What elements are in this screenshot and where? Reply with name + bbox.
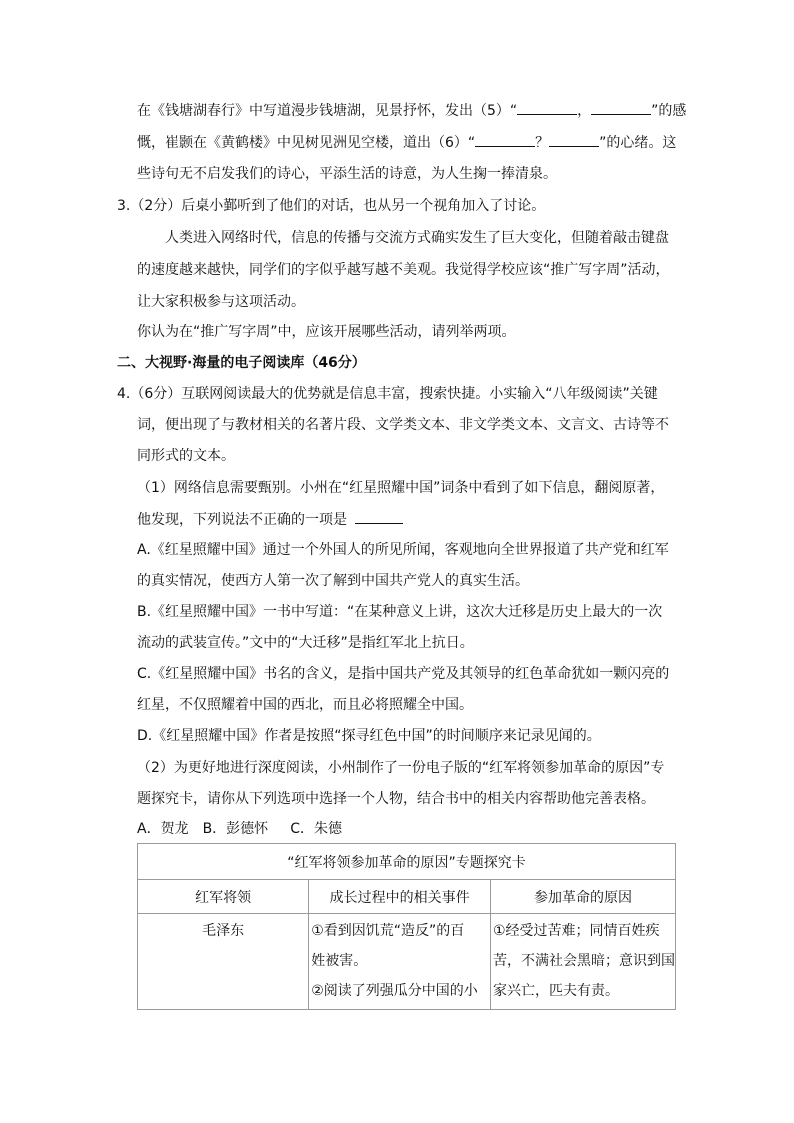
subquestion-1-line-2: 他发现，下列说法不正确的一项是 [137, 509, 403, 530]
answer-blank-choice[interactable] [355, 509, 403, 524]
person-option-a[interactable]: A．贺龙 [137, 821, 189, 837]
reason-line-3: 家兴亡，匹夫有责。 [492, 983, 619, 999]
option-a-line-1[interactable]: A.《红星照耀中国》通过一个外国人的所见所闻，客观地向全世界报道了共产党和红军 [137, 542, 669, 558]
question-4-heading: 4.（6分）互联网阅读最大的优势就是信息丰富，搜索快捷。小实输入“八年级阅读”关键 [117, 386, 658, 402]
answer-blank-6b[interactable] [549, 132, 599, 147]
question-3-text-1: 人类进入网络时代，信息的传播与交流方式确实发生了巨大变化，但随着敲击键盘 [165, 230, 669, 246]
question-3-text-3: 让大家积极参与这项活动。 [137, 294, 305, 310]
question-3-prompt: 你认为在“推广写字周”中，应该开展哪些活动，请列举两项。 [137, 324, 516, 340]
answer-blank-5a[interactable] [517, 100, 577, 115]
reason-line-1: ①经受过苦难；同情百姓疾 [492, 923, 660, 939]
poem-line-1: 在《钱塘湖春行》中写道漫步钱塘湖，见景抒怀，发出（5）“ ， ”的感 [137, 100, 686, 121]
option-c-line-1[interactable]: C.《红星照耀中国》书名的含义，是指中国共产党及其领导的红色革命犹如一颗闪亮的 [137, 666, 670, 682]
question-4-text-3: 同形式的文本。 [137, 448, 235, 464]
subquestion-1-line-1: （1）网络信息需要甄别。小州在“红星照耀中国”词条中看到了如下信息，翻阅原著， [137, 480, 665, 496]
poem-line-2: 慨，崔颢在《黄鹤楼》中见树见洲见空楼，道出（6）“ ？ ”的心绪。这 [137, 132, 676, 153]
answer-blank-5b[interactable] [591, 100, 651, 115]
poem-line-3: 些诗句无不启发我们的诗心，平添生活的诗意，为人生掬一捧清泉。 [137, 166, 557, 182]
card-title: “红军将领参加革命的原因”专题探究卡 [138, 844, 676, 880]
cell-general: 毛泽东 [138, 914, 309, 1010]
event-2-line-1: ②阅读了列强瓜分中国的小 [311, 983, 478, 999]
option-b-line-1[interactable]: B.《红星照耀中国》一书中写道：“在某种意义上讲，这次大迁移是历史上最大的一次 [137, 604, 663, 620]
header-events: 成长过程中的相关事件 [309, 880, 491, 914]
person-options [137, 819, 342, 839]
header-general: 红军将领 [138, 880, 309, 914]
person-option-c[interactable]: C．朱德 [290, 821, 342, 837]
question-4-text-2: 词，便出现了与教材相关的名著片段、文学类文本、非文学类文本、文言文、古诗等不 [137, 417, 669, 433]
option-d-line-1[interactable]: D.《红星照耀中国》作者是按照“探寻红色中国”的时间顺序来记录见闻的。 [137, 728, 601, 744]
option-c-line-2: 红星，不仅照耀着中国的西北，而且必将照耀全中国。 [137, 697, 473, 713]
reason-line-2: 苦，不满社会黑暗；意识到国 [492, 953, 675, 969]
header-reasons: 参加革命的原因 [490, 880, 675, 914]
subquestion-2-line-1: （2）为更好地进行深度阅读，小州制作了一份电子版的“红军将领参加革命的原因”专 [137, 760, 665, 776]
answer-blank-6a[interactable] [475, 132, 535, 147]
research-card-table [137, 843, 676, 1010]
option-a-line-2: 的真实情况，使西方人第一次了解到中国共产党人的真实生活。 [137, 573, 529, 589]
cell-events[interactable] [309, 914, 491, 1010]
question-3-heading: 3.（2分）后桌小鄞听到了他们的对话，也从另一个视角加入了讨论。 [117, 198, 546, 214]
section-2-heading: 二、大视野·海量的电子阅读库（46分） [117, 355, 366, 371]
cell-reasons[interactable] [490, 914, 675, 1010]
subquestion-2-line-2: 题探究卡，请你从下列选项中选择一个人物，结合书中的相关内容帮助他完善表格。 [137, 791, 655, 807]
person-option-b[interactable]: B．彭德怀 [202, 821, 269, 837]
question-3-text-2: 的速度越来越快，同学们的字似乎越写越不美观。我觉得学校应该“推广写字周”活动， [137, 262, 670, 278]
event-1-line-1: ①看到因饥荒“造反”的百 [311, 923, 465, 939]
option-b-line-2: 流动的武装宣传。”文中的“大迁移”是指红军北上抗日。 [137, 635, 474, 651]
event-1-line-2: 姓被害。 [311, 953, 368, 969]
